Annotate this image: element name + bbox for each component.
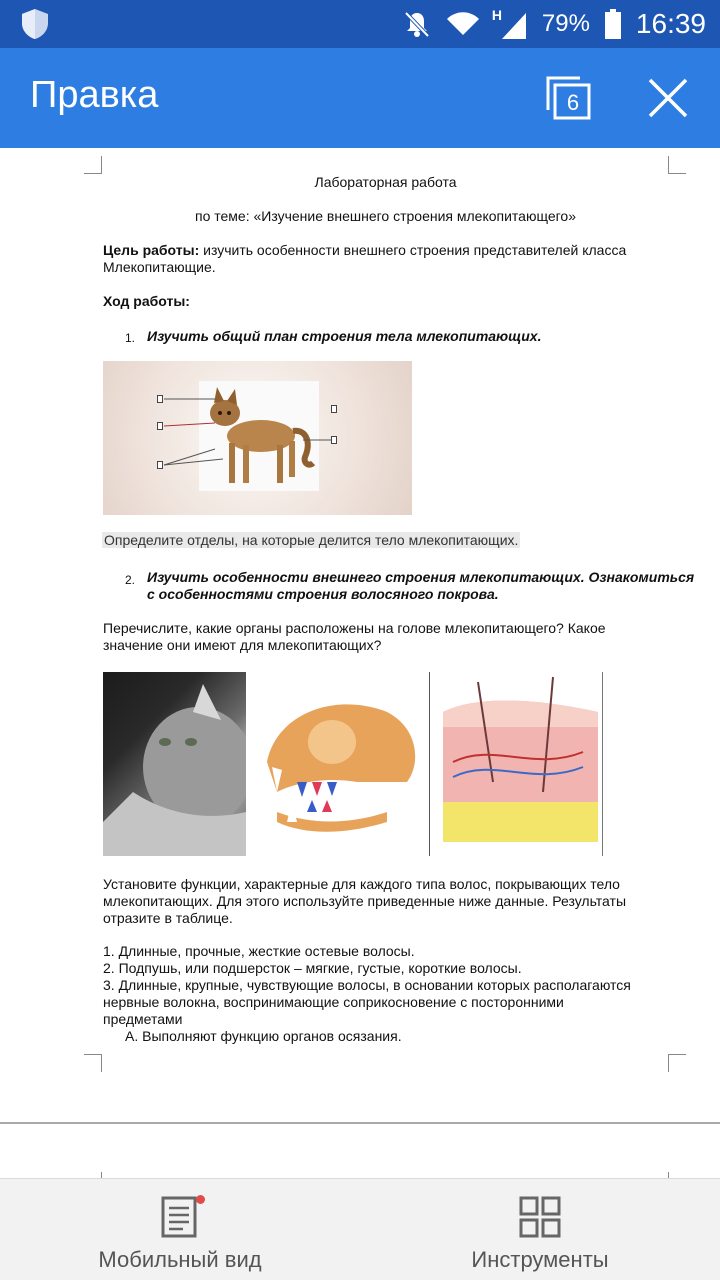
step1-number: 1. — [125, 331, 136, 345]
figure-caption: Определите отделы, на которые делится тело млекопитающих. — [104, 532, 519, 548]
tools-button[interactable] — [390, 1179, 690, 1280]
notification-dot — [196, 1195, 205, 1204]
battery-icon — [604, 9, 622, 39]
close-icon[interactable] — [646, 76, 690, 120]
goal-line — [103, 242, 673, 259]
goal-text: изучить особенности внешнего строения представителей класса — [199, 242, 627, 258]
question-line2: значение они имеют для млекопитающих? — [103, 637, 382, 653]
step2-number: 2. — [125, 573, 136, 587]
mobile-view-button[interactable] — [30, 1179, 330, 1280]
goal-label: Цель работы: — [103, 242, 200, 258]
cat-head-photo — [103, 672, 246, 856]
task-line3: отразите в таблице. — [103, 910, 233, 926]
step2-text-line2: с особенностями строения волосяного покрова. — [147, 586, 499, 602]
question-line1: Перечислите, какие органы расположены на голове млекопитающего? Какое — [103, 620, 606, 636]
document-page — [0, 148, 720, 1124]
progress-label: Ход работы: — [103, 293, 190, 309]
answer-option: А. Выполняют функцию органов осязания. — [125, 1028, 402, 1044]
page-corner-mark — [84, 156, 102, 174]
list-item-continued: нервные волокна, воспринимающие соприкосновение с посторонними — [103, 994, 564, 1010]
page-count: 6 — [566, 90, 580, 115]
step2-text-line1: Изучить особенности внешнего строения млекопитающих. Ознакомиться — [147, 569, 695, 585]
task-line2: млекопитающих. Для этого используйте приведенные ниже данные. Результаты — [103, 893, 627, 909]
list-item-continued: предметами — [103, 1011, 183, 1027]
label-lines — [103, 361, 412, 515]
mobile-view-label: Мобильный вид — [98, 1247, 262, 1272]
cat-skull-figure — [247, 672, 430, 856]
page-corner-mark — [668, 156, 686, 174]
cat-body-figure — [103, 361, 412, 515]
bottom-toolbar — [0, 1178, 720, 1280]
page-title: Правка — [30, 74, 159, 116]
mobile-view-icon — [158, 1195, 202, 1239]
document-view[interactable] — [0, 148, 720, 1178]
page-corner-mark — [668, 1054, 686, 1072]
wifi-icon — [446, 11, 480, 37]
list-item: 3. Длинные, крупные, чувствующие волосы, в основании которых располагаются — [103, 977, 631, 993]
list-item: 1. Длинные, прочные, жесткие остевые волосы. — [103, 943, 415, 959]
page-corner-mark — [84, 1054, 102, 1072]
shield-icon — [20, 8, 50, 40]
notifications-off-icon — [402, 9, 432, 39]
document-title: Лабораторная работа — [314, 174, 457, 190]
task-line1: Установите функции, характерные для каждого типа волос, покрывающих тело — [103, 876, 620, 892]
document-subtitle: по теме: «Изучение внешнего строения млекопитающего» — [195, 208, 576, 224]
step1-text: Изучить общий план строения тела млекопитающих. — [147, 328, 542, 344]
battery-percent: 79% — [541, 10, 590, 37]
goal-text-2: Млекопитающие. — [103, 259, 216, 275]
tools-label: Инструменты — [471, 1247, 609, 1272]
status-bar — [0, 0, 720, 48]
clock: 16:39 — [635, 8, 706, 39]
skin-section-figure — [433, 672, 603, 856]
pages-button[interactable] — [544, 76, 592, 120]
list-item: 2. Подпушь, или подшерсток – мягкие, густые, короткие волосы. — [103, 960, 522, 976]
signal-icon: H — [494, 9, 528, 39]
head-structure-figure — [103, 672, 603, 856]
app-bar — [0, 48, 720, 148]
grid-icon — [518, 1195, 562, 1239]
